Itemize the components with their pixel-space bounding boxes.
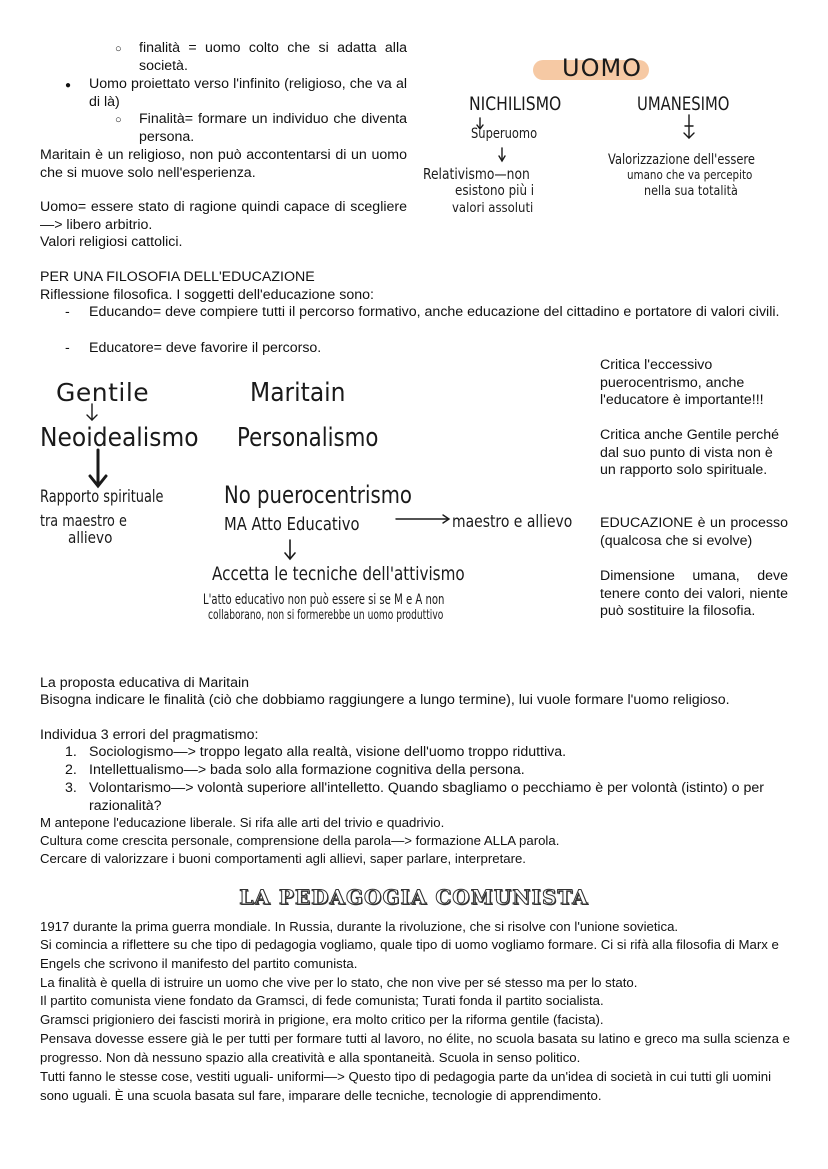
maritain-label: Maritain	[250, 378, 346, 408]
atto-nota-line-2: collaborano, non si formerebbe un uomo produttivo	[208, 608, 444, 623]
maritain-religioso-paragraph: Maritain è un religioso, non può accontentarsi di un uomo che si muove solo nell'esperienza.	[40, 147, 407, 181]
valori-line: Valori religiosi cattolici.	[40, 234, 183, 250]
gentile-label: Gentile	[56, 378, 150, 407]
relativismo-line-3: valori assoluti	[452, 201, 534, 216]
uomo-ragione-paragraph: Uomo= essere stato di ragione quindi capace di scegliere—> libero arbitrio.	[40, 199, 407, 233]
bullet-infinito-text: Uomo proiettato verso l'infinito (religioso, che va al di là)	[89, 76, 407, 110]
finalita-text-2: Finalità= formare un individuo che diventa persona.	[139, 111, 407, 145]
personalismo-label: Personalismo	[237, 423, 379, 453]
valorizzazione-line-1: Valorizzazione dell'essere	[608, 152, 755, 168]
critica-gentile: Critica anche Gentile perché dal suo punto di vista non è un rapporto solo spirituale.	[600, 427, 780, 478]
no-puerocentrismo-label: No puerocentrismo	[224, 481, 412, 509]
errori-line-1: M antepone l'educazione liberale. Si rifa alle arti del trivio e quadrivio.	[40, 815, 445, 830]
comunista-p6: Pensava dovesse essere già le per tutti per formare tutti al lavoro, no élite, no scuola basata su latino e greco ma sulla scienza e progresso. Non dà nessuno spazio alla creatività e alla spontaneità. Scuola in senso politico.	[40, 1031, 790, 1065]
educatore-item	[89, 340, 321, 358]
finalita-text-1: finalità = uomo colto che si adatta alla società.	[139, 40, 407, 74]
valorizzazione-line-2: umano che va percepito	[627, 168, 753, 182]
comunista-p2: Si comincia a riflettere su che tipo di pedagogia vogliamo, quale tipo di uomo vogliamo formare. Ci si rifà alla filosofia di Marx e Engels che scrivono il manifesto del partito comunista.	[40, 937, 779, 971]
dimensione-umana: Dimensione umana, deve tenere conto dei valori, niente può sostituire la filosofia.	[600, 568, 788, 619]
rapporto-line-2: tra maestro e	[40, 511, 127, 530]
educando-item	[89, 304, 789, 322]
errore-text-3: Volontarismo—> volontà superiore all'intelletto. Quando sbagliamo o pecchiamo è per volontà (istinto) o per razionalità?	[89, 780, 765, 814]
errore-number-3: 3.	[65, 780, 77, 796]
maestro-allievo-label: maestro e allievo	[452, 512, 573, 532]
errore-item-3	[65, 780, 791, 815]
proposta-text: Bisogna indicare le finalità (ciò che dobbiamo raggiungere a lungo termine), lui vuole formare l'uomo religioso.	[40, 692, 730, 708]
errore-number-1: 1.	[65, 744, 77, 760]
uomo-label: UOMO	[562, 54, 643, 82]
comunista-p7: Tutti fanno le stesse cose, vestiti uguali- uniformi—> Questo tipo di pedagogia parte da un'idea di società in cui tutti gli uomini sono uguali. È una scuola basata sul fare, imparare delle tecniche, tecnologie di apprendimento.	[40, 1069, 772, 1103]
valorizzazione-line-3: nella sua totalità	[644, 184, 738, 199]
comunista-p1: 1917 durante la prima guerra mondiale. In Russia, durante la rivoluzione, che si risolve con l'unione sovietica.	[40, 919, 679, 934]
filosofia-intro: Riflessione filosofica. I soggetti dell'educazione sono:	[40, 287, 374, 303]
rapporto-line-3: allievo	[68, 528, 113, 547]
educazione-processo: EDUCAZIONE è un processo (qualcosa che si evolve)	[600, 515, 788, 549]
errori-line-2: Cultura come crescita personale, comprensione della parola—> formazione ALLA parola.	[40, 833, 560, 848]
atto-nota-line-1: L'atto educativo non può essere si se M e A non	[203, 592, 445, 608]
rapporto-line-1: Rapporto spirituale	[40, 487, 164, 507]
errore-text-2: Intellettualismo—> bada solo alla formazione cognitiva della persona.	[89, 762, 525, 778]
comunista-title: LA PEDAGOGIA COMUNISTA	[239, 885, 589, 909]
errore-item-1	[65, 744, 789, 762]
nichilismo-label: NICHILISMO	[469, 93, 562, 115]
proposta-heading: La proposta educativa di Maritain	[40, 675, 249, 691]
comunista-p4: Il partito comunista viene fondato da Gramsci, di fede comunista; Turati fonda il partito socialista.	[40, 993, 604, 1008]
errore-number-2: 2.	[65, 762, 77, 778]
uomo-diagram-arrows	[0, 0, 828, 260]
errore-item-2	[65, 762, 789, 780]
errori-intro: Individua 3 errori del pragmatismo:	[40, 727, 259, 743]
umanesimo-label: UMANESIMO	[637, 93, 730, 115]
critica-puerocentrismo: Critica l'eccessivo puerocentrismo, anche l'educatore è importante!!!	[600, 357, 764, 408]
filosofia-heading: PER UNA FILOSOFIA DELL'EDUCAZIONE	[40, 269, 315, 285]
atto-educativo-label: MA Atto Educativo	[224, 514, 360, 535]
educando-text: Educando= deve compiere tutti il percorso formativo, anche educazione del cittadino e portatore di valori civili.	[89, 304, 780, 320]
comunista-p5: Gramsci prigioniero dei fascisti morirà in prigione, era molto critico per la riforma gentile (facista).	[40, 1012, 604, 1027]
superuomo-label: Superuomo	[471, 126, 538, 142]
relativismo-line-1: Relativismo—non	[423, 165, 530, 183]
educatore-text: Educatore= deve favorire il percorso.	[89, 340, 322, 356]
neoidealismo-label: Neoidealismo	[40, 423, 199, 453]
accetta-label: Accetta le tecniche dell'attivismo	[212, 563, 465, 585]
relativismo-line-2: esistono più i	[455, 183, 535, 199]
comunista-p3: La finalità è quella di istruire un uomo che vive per lo stato, che non vive per sé stesso ma per lo stato.	[40, 975, 638, 990]
errore-text-1: Sociologismo—> troppo legato alla realtà, visione dell'uomo troppo riduttiva.	[89, 744, 567, 760]
errori-line-3: Cercare di valorizzare i buoni comportamenti agli allievi, saper parlare, interpretare.	[40, 851, 526, 866]
